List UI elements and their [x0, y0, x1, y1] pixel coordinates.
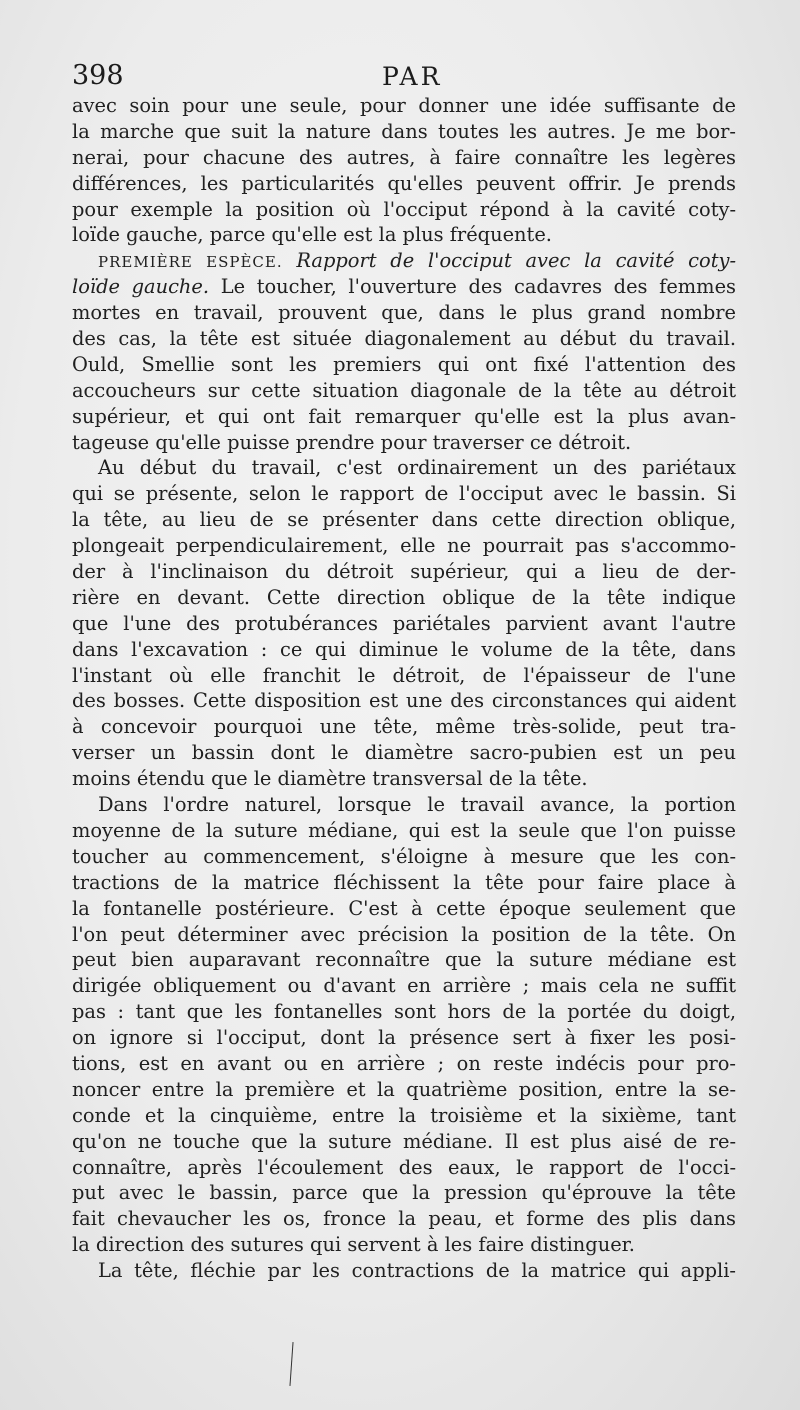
text-line: pour exemple la position où l'occiput répond à la cavité coty-	[72, 197, 736, 221]
text-line: La tête, fléchie par les contractions de la matrice qui appli-	[98, 1259, 736, 1283]
text-line: la marche que suit la nature dans toutes les autres. Je me bor-	[72, 119, 736, 143]
text-line: on ignore si l'occiput, dont la présence sert à fixer les posi-	[72, 1026, 736, 1050]
text-line: la tête, au lieu de se présenter dans cette direction oblique,	[72, 508, 736, 532]
text-line: nerai, pour chacune des autres, à faire connaître les legères	[72, 145, 736, 169]
text-line: dirigée obliquement ou d'avant en arrière ; mais cela ne suffit	[72, 974, 736, 998]
text-line: peut bien auparavant reconnaître que la suture médiane est	[72, 948, 736, 972]
section-heading-line	[72, 248, 736, 274]
text-line: Au début du travail, c'est ordinairement un des pariétaux	[98, 456, 736, 480]
text-line: à concevoir pourquoi une tête, même très-solide, peut tra-	[72, 715, 736, 739]
section-title-continued: loïde gauche.	[72, 275, 210, 299]
text-line: tions, est en avant ou en arrière ; on reste indécis pour pro-	[72, 1051, 736, 1075]
text-line: tageuse qu'elle puisse prendre pour traverser ce détroit.	[72, 430, 632, 454]
text-fragment: Le toucher, l'ouverture des cadavres des femmes	[220, 275, 736, 299]
text-line: des bosses. Cette disposition est une des circonstances qui aident	[72, 689, 736, 713]
text-line: Ould, Smellie sont les premiers qui ont fixé l'attention des	[72, 352, 736, 376]
text-line: noncer entre la première et la quatrième position, entre la se-	[72, 1077, 736, 1101]
text-line: la fontanelle postérieure. C'est à cette époque seulement que	[72, 896, 736, 920]
section-title: Rapport de l'occiput avec la cavité coty-	[296, 249, 736, 273]
text-line: dans l'excavation : ce qui diminue le volume de la tête, dans	[72, 637, 736, 661]
text-line: l'instant où elle franchit le détroit, de l'épaisseur de l'une	[72, 663, 736, 687]
text-line: l'on peut déterminer avec précision la position de la tête. On	[72, 922, 736, 946]
text-line: pas : tant que les fontanelles sont hors de la portée du doigt,	[72, 1000, 736, 1024]
running-head-title: PAR	[382, 62, 443, 91]
text-line: conde et la cinquième, entre la troisième et la sixième, tant	[72, 1103, 736, 1127]
text-line: put avec le bassin, parce que la pression qu'éprouve la tête	[72, 1181, 736, 1205]
text-line: connaître, après l'écoulement des eaux, le rapport de l'occi-	[72, 1155, 736, 1179]
stray-pencil-mark	[289, 1342, 293, 1386]
body-text	[72, 93, 736, 1284]
text-line: Dans l'ordre naturel, lorsque le travail avance, la portion	[98, 793, 736, 817]
text-line: moyenne de la suture médiane, qui est la seule que l'on puisse	[72, 818, 736, 842]
text-line: différences, les particularités qu'elles peuvent offrir. Je prends	[72, 171, 736, 195]
page-number: 398	[72, 60, 124, 91]
text-line: mortes en travail, prouvent que, dans le plus grand nombre	[72, 301, 736, 325]
text-line: que l'une des protubérances pariétales parvient avant l'autre	[72, 611, 736, 635]
text-line: avec soin pour une seule, pour donner une idée suffisante de	[72, 94, 736, 117]
text-line: der à l'inclinaison du détroit supérieur, qui a lieu de der-	[72, 560, 736, 584]
text-line: des cas, la tête est située diagonalement au début du travail.	[72, 327, 736, 351]
text-line: plongeait perpendiculairement, elle ne pourrait pas s'accommo-	[72, 534, 736, 558]
text-line: qu'on ne touche que la suture médiane. Il est plus aisé de re-	[72, 1129, 736, 1153]
section-continuation-line	[72, 274, 736, 300]
text-line: la direction des sutures qui servent à les faire distinguer.	[72, 1233, 635, 1257]
text-line: verser un bassin dont le diamètre sacro-pubien est un peu	[72, 741, 736, 765]
text-line: supérieur, et qui ont fait remarquer qu'elle est la plus avan-	[72, 404, 736, 428]
text-line: moins étendu que le diamètre transversal de la tête.	[72, 767, 588, 791]
section-label: PREMIÈRE ESPÈCE.	[98, 253, 283, 272]
text-line: tractions de la matrice fléchissent la tête pour faire place à	[72, 870, 736, 894]
text-line: accoucheurs sur cette situation diagonale de la tête au détroit	[72, 378, 736, 402]
text-line: qui se présente, selon le rapport de l'occiput avec le bassin. Si	[72, 482, 736, 506]
text-line: fait chevaucher les os, fronce la peau, et forme des plis dans	[72, 1207, 736, 1231]
running-head	[72, 58, 736, 94]
text-line: loïde gauche, parce qu'elle est la plus fréquente.	[72, 223, 552, 247]
text-line: rière en devant. Cette direction oblique de la tête indique	[72, 585, 736, 609]
text-line: toucher au commencement, s'éloigne à mesure que les con-	[72, 844, 736, 868]
